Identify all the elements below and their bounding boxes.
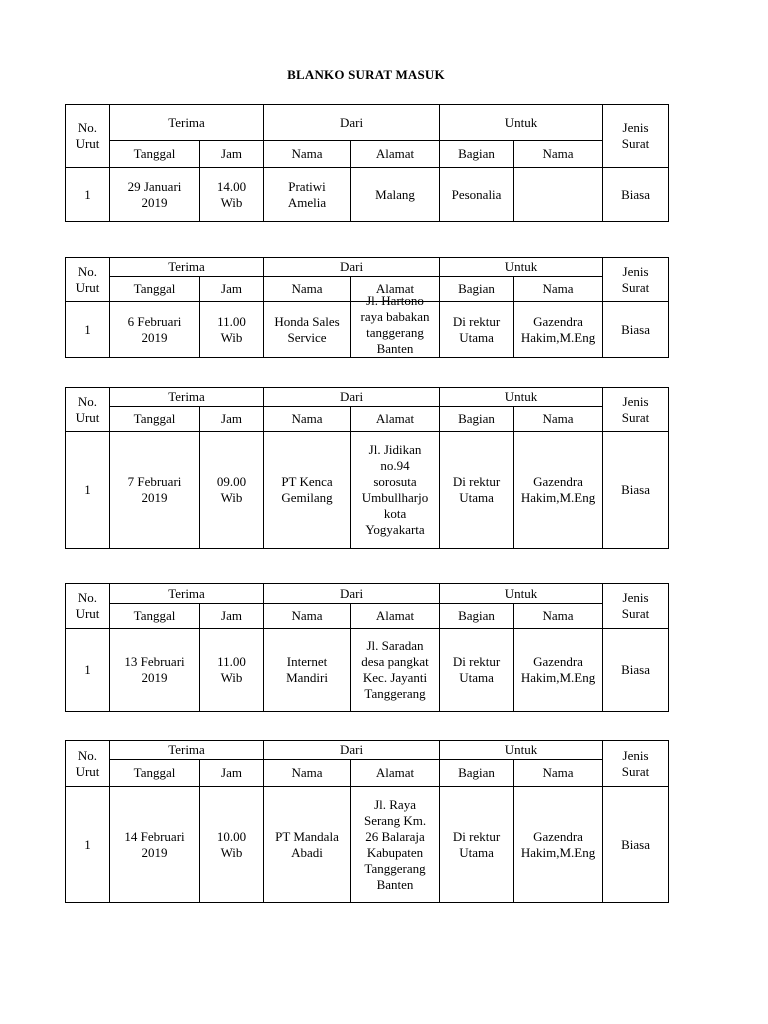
header-untuk: Untuk	[440, 584, 603, 604]
cell-tanggal: 14 Februari 2019	[110, 787, 200, 903]
header-jenis-surat: Jenis Surat	[603, 388, 669, 432]
cell-dari-nama: PT Kenca Gemilang	[264, 432, 351, 549]
cell-jenis: Biasa	[603, 629, 669, 712]
header-bagian: Bagian	[440, 604, 514, 629]
header-dari: Dari	[264, 105, 440, 141]
header-nama: Nama	[264, 760, 351, 787]
header-jam: Jam	[200, 760, 264, 787]
cell-dari-nama: Honda Sales Service	[264, 302, 351, 358]
cell-untuk-nama: Gazendra Hakim,M.Eng	[514, 787, 603, 903]
cell-untuk-bagian: Di rektur Utama	[440, 787, 514, 903]
header-jenis-surat: Jenis Surat	[603, 741, 669, 787]
header-nama: Nama	[264, 141, 351, 168]
cell-untuk-nama: Gazendra Hakim,M.Eng	[514, 432, 603, 549]
header-nama-untuk: Nama	[514, 604, 603, 629]
cell-jenis: Biasa	[603, 787, 669, 903]
header-no-urut: No. Urut	[66, 388, 110, 432]
header-alamat: Alamat	[351, 141, 440, 168]
header-jam: Jam	[200, 407, 264, 432]
header-untuk: Untuk	[440, 258, 603, 277]
header-bagian: Bagian	[440, 277, 514, 302]
header-dari: Dari	[264, 258, 440, 277]
cell-dari-alamat: Jl. Saradan desa pangkat Kec. Jayanti Tanggerang	[351, 629, 440, 712]
cell-jam: 09.00 Wib	[200, 432, 264, 549]
page-title: BLANKO SURAT MASUK	[287, 67, 445, 82]
header-jenis-surat: Jenis Surat	[603, 584, 669, 629]
header-nama: Nama	[264, 407, 351, 432]
header-jam: Jam	[200, 604, 264, 629]
cell-dari-alamat-text: Jl. Hartono raya babakan tanggerang Banten	[360, 293, 430, 356]
cell-untuk-bagian: Di rektur Utama	[440, 432, 514, 549]
cell-untuk-bagian: Di rektur Utama	[440, 629, 514, 712]
cell-no: 1	[66, 787, 110, 903]
cell-dari-alamat: Malang	[351, 168, 440, 222]
header-jenis-surat: Jenis Surat	[603, 258, 669, 302]
cell-untuk-bagian: Pesonalia	[440, 168, 514, 222]
header-alamat: Alamat	[351, 277, 440, 302]
header-dari: Dari	[264, 584, 440, 604]
table-row	[66, 302, 669, 358]
cell-tanggal: 29 Januari 2019	[110, 168, 200, 222]
table-row	[66, 168, 669, 222]
header-no-urut: No. Urut	[66, 741, 110, 787]
header-terima: Terima	[110, 584, 264, 604]
header-bagian: Bagian	[440, 141, 514, 168]
header-dari: Dari	[264, 741, 440, 760]
cell-dari-alamat: Jl. Jidikan no.94 sorosuta Umbullharjo kota Yogyakarta	[351, 432, 440, 549]
header-alamat: Alamat	[351, 760, 440, 787]
header-untuk: Untuk	[440, 105, 603, 141]
table-row	[66, 432, 669, 549]
header-alamat: Alamat	[351, 407, 440, 432]
cell-untuk-nama	[514, 168, 603, 222]
cell-dari-nama: Internet Mandiri	[264, 629, 351, 712]
header-jenis-surat: Jenis Surat	[603, 105, 669, 168]
surat-masuk-table-4	[65, 583, 669, 712]
header-tanggal: Tanggal	[110, 760, 200, 787]
cell-no: 1	[66, 168, 110, 222]
cell-jenis: Biasa	[603, 168, 669, 222]
header-jam: Jam	[200, 277, 264, 302]
header-nama-untuk: Nama	[514, 141, 603, 168]
header-alamat: Alamat	[351, 604, 440, 629]
cell-tanggal: 6 Februari 2019	[110, 302, 200, 358]
header-nama-untuk: Nama	[514, 277, 603, 302]
header-terima: Terima	[110, 741, 264, 760]
cell-no: 1	[66, 432, 110, 549]
surat-masuk-table-5	[65, 740, 669, 903]
header-nama: Nama	[264, 277, 351, 302]
header-tanggal: Tanggal	[110, 407, 200, 432]
cell-jam: 11.00 Wib	[200, 302, 264, 358]
header-jam: Jam	[200, 141, 264, 168]
cell-tanggal: 7 Februari 2019	[110, 432, 200, 549]
cell-jam: 11.00 Wib	[200, 629, 264, 712]
header-untuk: Untuk	[440, 741, 603, 760]
header-bagian: Bagian	[440, 407, 514, 432]
surat-masuk-table-3	[65, 387, 669, 549]
header-terima: Terima	[110, 388, 264, 407]
header-no-urut: No. Urut	[66, 258, 110, 302]
header-tanggal: Tanggal	[110, 141, 200, 168]
cell-jam: 14.00 Wib	[200, 168, 264, 222]
cell-jam: 10.00 Wib	[200, 787, 264, 903]
header-dari: Dari	[264, 388, 440, 407]
header-nama-untuk: Nama	[514, 407, 603, 432]
header-no-urut: No. Urut	[66, 584, 110, 629]
cell-dari-alamat: Jl. Raya Serang Km. 26 Balaraja Kabupaten Tanggerang Banten	[351, 787, 440, 903]
header-untuk: Untuk	[440, 388, 603, 407]
cell-untuk-bagian: Di rektur Utama	[440, 302, 514, 358]
header-tanggal: Tanggal	[110, 604, 200, 629]
header-nama-untuk: Nama	[514, 760, 603, 787]
header-nama: Nama	[264, 604, 351, 629]
cell-tanggal: 13 Februari 2019	[110, 629, 200, 712]
cell-dari-nama: Pratiwi Amelia	[264, 168, 351, 222]
header-bagian: Bagian	[440, 760, 514, 787]
header-terima: Terima	[110, 258, 264, 277]
cell-untuk-nama: Gazendra Hakim,M.Eng	[514, 302, 603, 358]
header-tanggal: Tanggal	[110, 277, 200, 302]
header-no-urut: No. Urut	[66, 105, 110, 168]
cell-untuk-nama: Gazendra Hakim,M.Eng	[514, 629, 603, 712]
cell-no: 1	[66, 302, 110, 358]
surat-masuk-table-1	[65, 104, 669, 222]
header-terima: Terima	[110, 105, 264, 141]
table-row	[66, 629, 669, 712]
surat-masuk-table-2	[65, 257, 669, 358]
cell-dari-alamat	[351, 293, 440, 358]
cell-no: 1	[66, 629, 110, 712]
cell-dari-nama: PT Mandala Abadi	[264, 787, 351, 903]
table-row	[66, 787, 669, 903]
cell-jenis: Biasa	[603, 432, 669, 549]
cell-jenis: Biasa	[603, 302, 669, 358]
